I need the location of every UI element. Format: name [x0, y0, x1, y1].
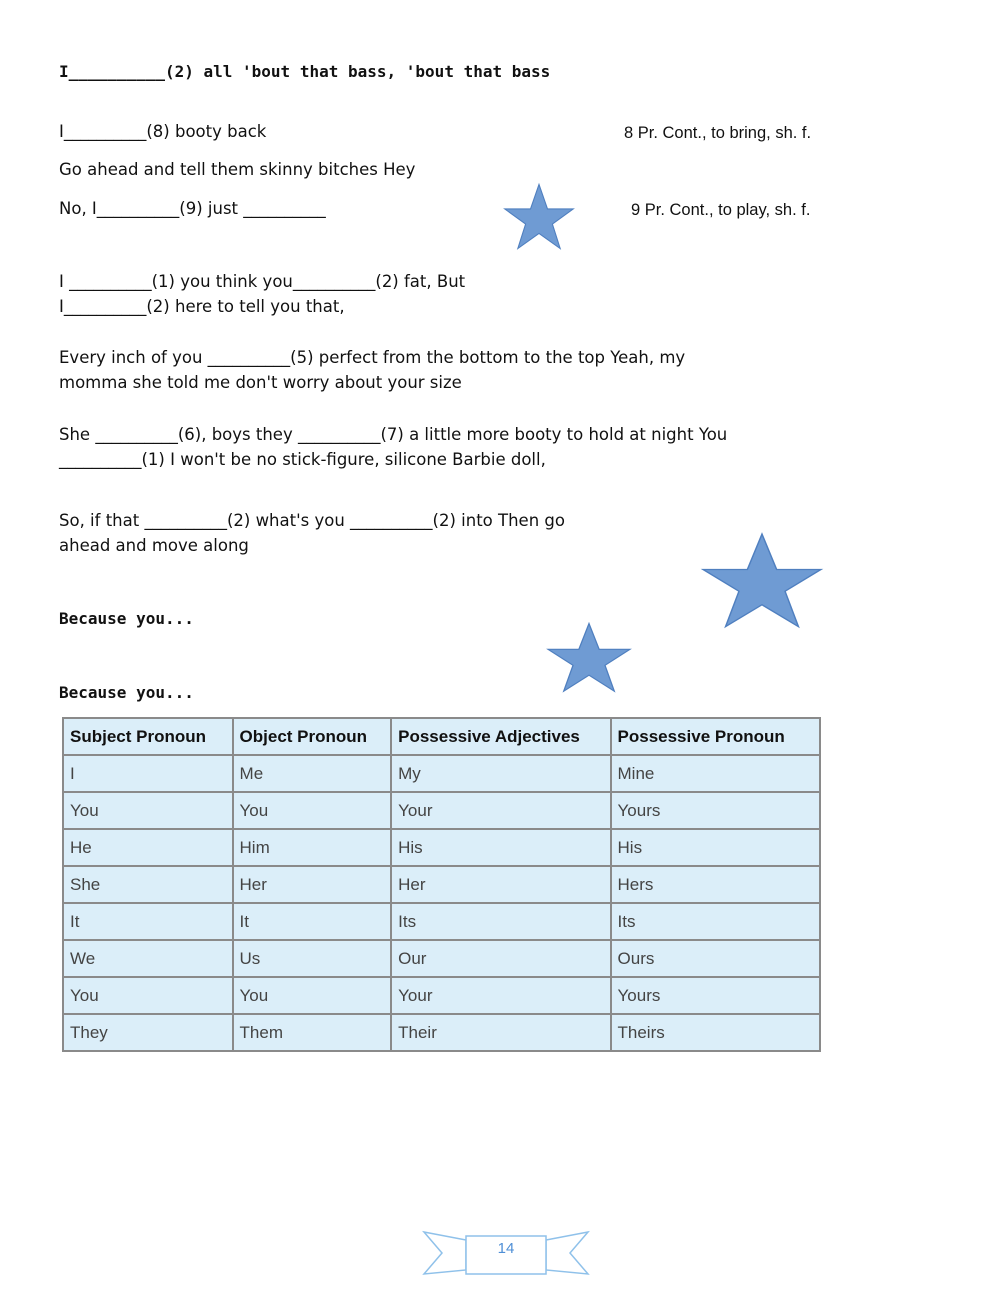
table-cell: Him	[233, 829, 392, 866]
table-cell: Your	[391, 792, 610, 829]
table-row	[63, 755, 820, 792]
note-9: 9 Pr. Cont., to play, sh. f.	[631, 201, 811, 219]
table-cell: His	[611, 829, 820, 866]
table-cell: Mine	[611, 755, 820, 792]
table-row	[63, 866, 820, 903]
table-row	[63, 829, 820, 866]
table-row	[63, 940, 820, 977]
table-cell: We	[63, 940, 233, 977]
table-cell: You	[233, 792, 392, 829]
header-possessive-pronoun: Possessive Pronoun	[611, 718, 820, 755]
pronoun-table	[62, 717, 821, 1052]
lyric-line-8: momma she told me don't worry about your size	[59, 373, 462, 392]
table-cell: His	[391, 829, 610, 866]
table-cell: Her	[391, 866, 610, 903]
lyric-line-12: ahead and move along	[59, 536, 249, 555]
table-cell: Me	[233, 755, 392, 792]
header-object-pronoun: Object Pronoun	[233, 718, 392, 755]
table-cell: It	[233, 903, 392, 940]
lyric-line-6: I__________(2) here to tell you that,	[59, 297, 345, 316]
table-cell: Us	[233, 940, 392, 977]
table-cell: He	[63, 829, 233, 866]
star-icon	[503, 180, 575, 258]
lyric-line-3: Go ahead and tell them skinny bitches Hey	[59, 160, 416, 179]
because-you-1: Because you...	[59, 609, 194, 628]
table-row	[63, 792, 820, 829]
table-row	[63, 1014, 820, 1051]
table-cell: You	[63, 792, 233, 829]
table-cell: She	[63, 866, 233, 903]
table-cell: Our	[391, 940, 610, 977]
table-row	[63, 977, 820, 1014]
table-cell: It	[63, 903, 233, 940]
lyric-line-10: __________(1) I won't be no stick-figure, silicone Barbie doll,	[59, 450, 546, 469]
table-cell: You	[233, 977, 392, 1014]
table-cell: Ours	[611, 940, 820, 977]
note-8: 8 Pr. Cont., to bring, sh. f.	[624, 124, 812, 142]
table-cell: Your	[391, 977, 610, 1014]
star-icon	[546, 622, 632, 698]
lyric-line-9: She __________(6), boys they __________(7) a little more booty to hold at night You	[59, 425, 728, 444]
table-cell: Its	[611, 903, 820, 940]
table-cell: Theirs	[611, 1014, 820, 1051]
lyric-line-4: No, I__________(9) just __________	[59, 199, 326, 218]
table-header-row	[63, 718, 820, 755]
table-row	[63, 903, 820, 940]
page-number: 14	[497, 1240, 515, 1257]
table-cell: Their	[391, 1014, 610, 1051]
lyric-line-7: Every inch of you __________(5) perfect from the bottom to the top Yeah, my	[59, 348, 686, 367]
table-cell: Them	[233, 1014, 392, 1051]
table-cell: My	[391, 755, 610, 792]
table-cell: Hers	[611, 866, 820, 903]
lyric-line-2: I__________(8) booty back	[59, 122, 267, 141]
star-icon	[700, 532, 824, 636]
lyric-line-11: So, if that __________(2) what's you __________(2) into Then go	[59, 511, 565, 530]
lyric-line-1: I__________(2) all 'bout that bass, 'bout that bass	[59, 62, 551, 81]
because-you-2: Because you...	[59, 683, 194, 702]
table-cell: Yours	[611, 977, 820, 1014]
table-cell: I	[63, 755, 233, 792]
table-cell: Yours	[611, 792, 820, 829]
header-subject-pronoun: Subject Pronoun	[63, 718, 233, 755]
header-possessive-adjectives: Possessive Adjectives	[391, 718, 610, 755]
table-cell: You	[63, 977, 233, 1014]
table-cell: They	[63, 1014, 233, 1051]
lyric-line-5: I __________(1) you think you__________(2) fat, But	[59, 272, 466, 291]
table-cell: Its	[391, 903, 610, 940]
table-cell: Her	[233, 866, 392, 903]
